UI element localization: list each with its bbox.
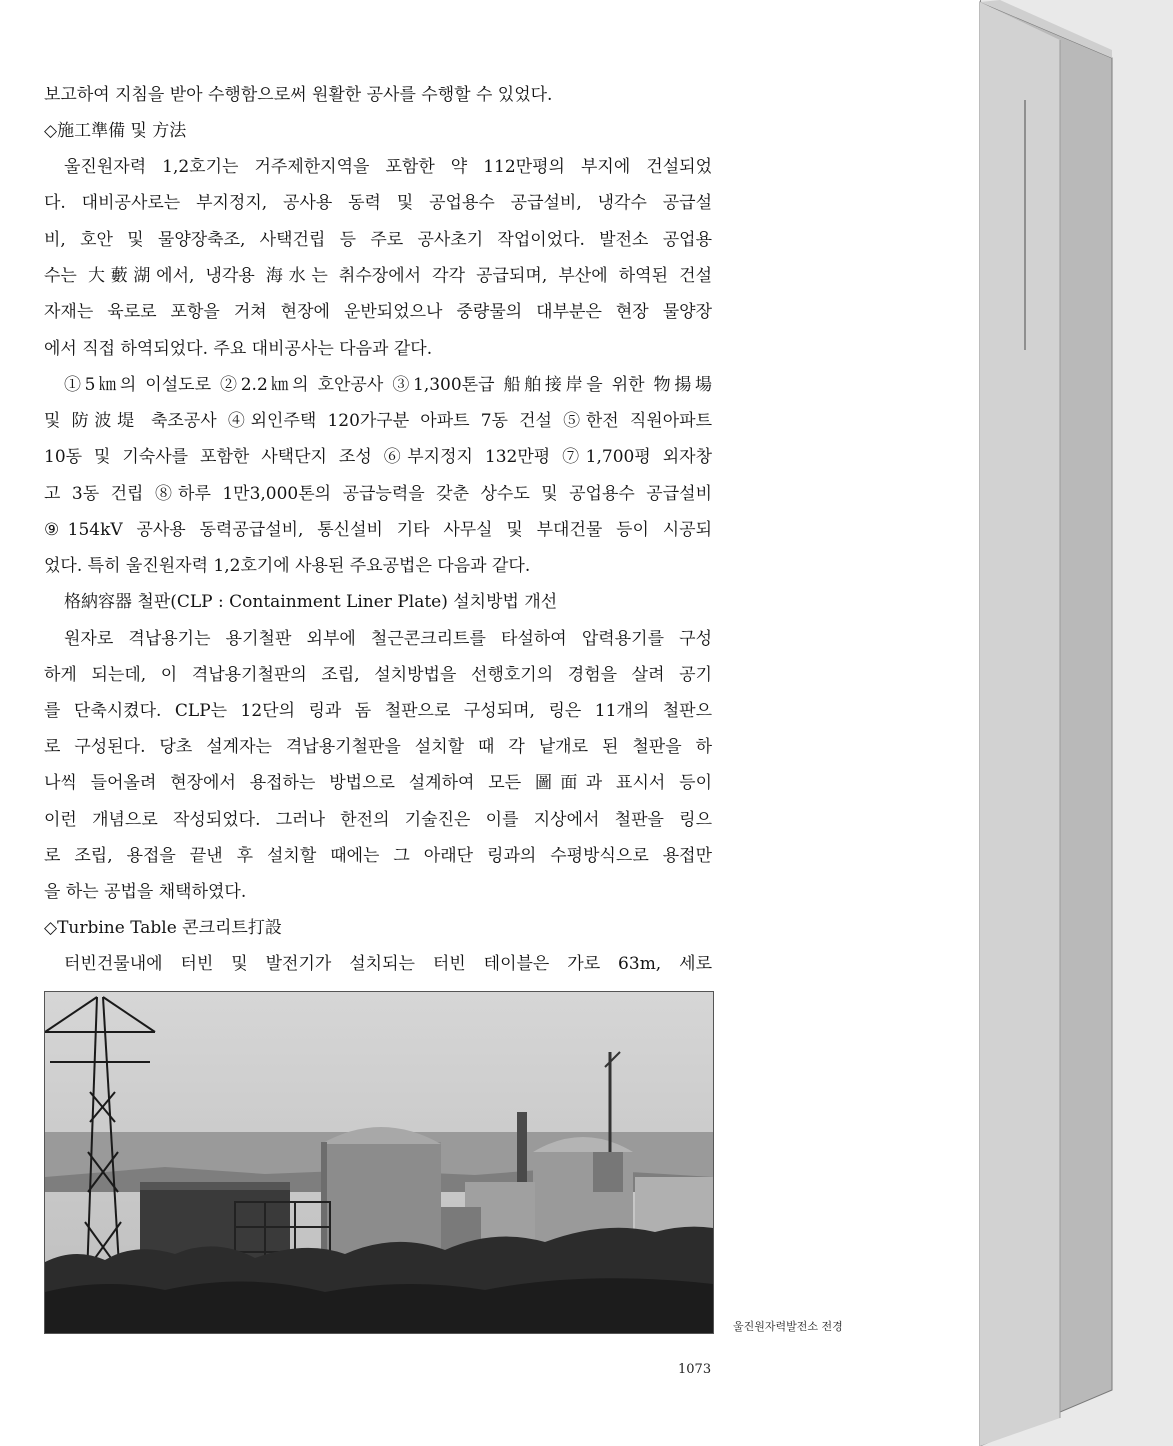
page-number: 1073 <box>678 1362 712 1377</box>
section-heading: ◇施工準備 및 方法 <box>44 121 187 141</box>
text-line: 나씩 들어올려 현장에서 용접하는 방법으로 설계하여 모든 圖面과 표시서 등이 <box>44 773 712 793</box>
text-line: 에서 직접 하역되었다. 주요 대비공사는 다음과 같다. <box>44 339 433 359</box>
text-line: 자재는 육로로 포항을 거쳐 현장에 운반되었으나 중량물의 대부분은 현장 물양장 <box>44 302 712 322</box>
text-line: 이런 개념으로 작성되었다. 그러나 한전의 기술진은 이를 지상에서 철판을 링으 <box>44 810 712 830</box>
photo-caption: 울진원자력발전소 전경 <box>733 1320 843 1333</box>
power-plant-photo <box>44 991 714 1334</box>
text-line: 10동 및 기숙사를 포함한 사택단지 조성 ⑥부지정지 132만평 ⑦1,700평 외자창 <box>44 447 712 467</box>
text-line: 원자로 격납용기는 용기철판 외부에 철근콘크리트를 타설하여 압력용기를 구성 <box>64 629 712 649</box>
text-line: ⑨154kV 공사용 동력공급설비, 통신설비 기타 사무실 및 부대건물 등이 시공되 <box>44 520 712 540</box>
text-line: 로 구성된다. 당초 설계자는 격납용기철판을 설치할 때 각 낱개로 된 철판을 하 <box>44 737 712 757</box>
section-heading: ◇Turbine Table 콘크리트打設 <box>44 918 282 938</box>
text-line: 수는 大藪湖에서, 냉각용 海水는 취수장에서 각각 공급되며, 부산에 하역된 건설 <box>44 266 712 286</box>
text-line: ①5㎞의 이설도로 ②2.2㎞의 호안공사 ③1,300톤급 船舶接岸을 위한 物揚場 <box>64 375 712 395</box>
text-line: 터빈건물내에 터빈 및 발전기가 설치되는 터빈 테이블은 가로 63m, 세로 <box>64 954 712 974</box>
subsection-heading: 格納容器 철판(CLP : Containment Liner Plate) 설치방법 개선 <box>64 592 558 612</box>
text-line: 를 단축시켰다. CLP는 12단의 링과 돔 철판으로 구성되며, 링은 11개의 철판으 <box>44 701 712 721</box>
text-line: 을 하는 공법을 채택하였다. <box>44 882 247 902</box>
text-line: 고 3동 건립 ⑧하루 1만3,000톤의 공급능력을 갖춘 상수도 및 공업용수 공급설비 <box>44 484 712 504</box>
text-line: 울진원자력 1,2호기는 거주제한지역을 포함한 약 112만평의 부지에 건설되었 <box>64 157 712 177</box>
text-line: 보고하여 지침을 받아 수행함으로써 원활한 공사를 수행할 수 있었다. <box>44 85 553 105</box>
text-line: 및 防波堤 축조공사 ④외인주택 120가구분 아파트 7동 건설 ⑤한전 직원아파트 <box>44 411 712 431</box>
text-line: 하게 되는데, 이 격납용기철판의 조립, 설치방법을 선행호기의 경험을 살려 공기 <box>44 665 712 685</box>
text-line: 다. 대비공사로는 부지정지, 공사용 동력 및 공업용수 공급설비, 냉각수 공급설 <box>44 193 712 213</box>
text-line: 비, 호안 및 물양장축조, 사택건립 등 주로 공사초기 작업이었다. 발전소 공업용 <box>44 230 712 250</box>
text-line: 었다. 특히 울진원자력 1,2호기에 사용된 주요공법은 다음과 같다. <box>44 556 531 576</box>
text-line: 로 조립, 용접을 끝낸 후 설치할 때에는 그 아래단 링과의 수평방식으로 용접만 <box>44 846 712 866</box>
